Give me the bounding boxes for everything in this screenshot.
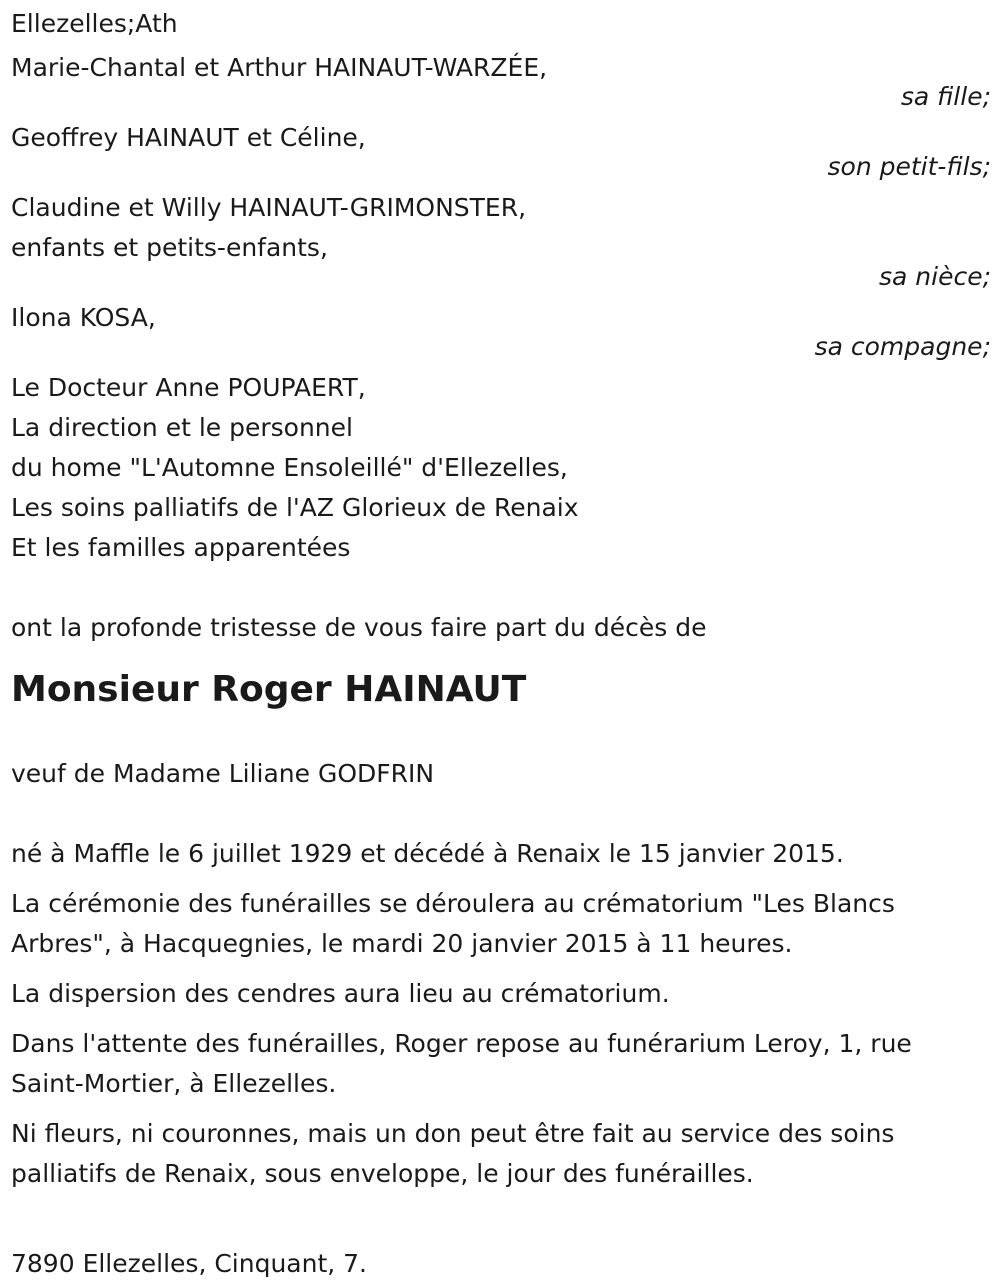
address-line: 7890 Ellezelles, Cinquant, 7. [11,1249,368,1278]
detail-paragraph: Dans l'attente des funérailles, Roger repose au funérarium Leroy, 1, rue Saint-Mortier, à Ellezelles. [11,1029,912,1098]
obituary-notice [11,4,991,1284]
mourner-line: du home "L'Automne Ensoleillé" d'Ellezelles, [11,453,568,482]
detail-paragraph: né à Maffle le 6 juillet 1929 et décédé à Renaix le 15 janvier 2015. [11,839,844,868]
detail-paragraph: La dispersion des cendres aura lieu au crématorium. [11,979,670,1008]
mourner-line: La direction et le personnel [11,413,353,442]
family-entry [11,298,991,364]
location-header: Ellezelles;Ath [11,9,178,38]
mourner-line: Et les familles apparentées [11,533,351,562]
family-member-line: Claudine et Willy HAINAUT-GRIMONSTER, [11,193,527,222]
detail-paragraph: La cérémonie des funérailles se déroulera au crématorium "Les Blancs Arbres", à Hacquegnies, le mardi 20 janvier 2015 à 11 heures. [11,889,895,958]
details-section [11,834,991,1194]
relation-label: sa compagne; [814,332,991,361]
announcement-text: ont la profonde tristesse de vous faire part du décès de [11,613,707,642]
widower-line: veuf de Madame Liliane GODFRIN [11,759,435,788]
family-member-line: enfants et petits-enfants, [11,233,328,262]
relation-label: son petit-fils; [827,152,991,181]
family-member-line: Geoffrey HAINAUT et Céline, [11,123,366,152]
relation-label: sa fille; [900,82,991,111]
family-entry [11,188,991,294]
relation-label: sa nièce; [878,262,991,291]
detail-paragraph: Ni fleurs, ni couronnes, mais un don peut être fait au service des soins palliatifs de Renaix, sous enveloppe, le jour des funérailles. [11,1119,895,1188]
mourner-line: Les soins palliatifs de l'AZ Glorieux de Renaix [11,493,579,522]
other-mourners [11,368,991,568]
family-member-line: Ilona KOSA, [11,303,156,332]
family-member-line: Marie-Chantal et Arthur HAINAUT-WARZÉE, [11,53,548,82]
family-entry [11,48,991,114]
deceased-name: Monsieur Roger HAINAUT [11,669,527,710]
family-entry [11,118,991,184]
mourner-line: Le Docteur Anne POUPAERT, [11,373,366,402]
